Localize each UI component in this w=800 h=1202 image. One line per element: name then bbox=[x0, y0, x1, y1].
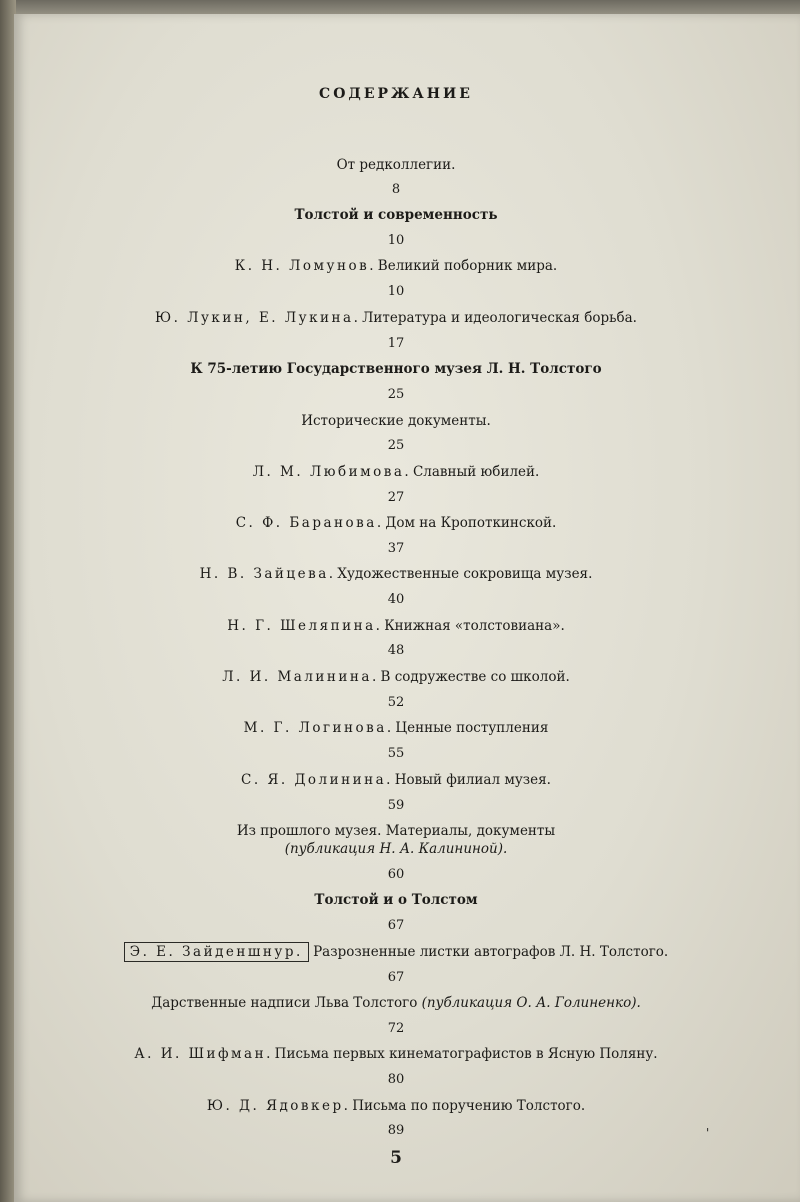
toc-entry: От редколлегии. bbox=[336, 157, 456, 173]
toc-page-number: 25 bbox=[387, 387, 405, 402]
toc-page-number: 25 bbox=[387, 438, 405, 453]
toc-entry: А. И. Шифман. Письма первых кинематографистов в Ясную Поляну. bbox=[134, 1046, 658, 1062]
author-name: К. Н. Ломунов bbox=[234, 258, 370, 274]
author-name-boxed: Э. Е. Зайденшнур. bbox=[124, 942, 309, 962]
author-name: Л. М. Любимова bbox=[252, 464, 405, 480]
section-heading: Толстой и о Толстом bbox=[314, 892, 478, 908]
toc-page-number: 67 bbox=[387, 918, 405, 933]
author-name: А. И. Шифман bbox=[134, 1046, 267, 1062]
author-name: С. Я. Долинина bbox=[241, 772, 387, 788]
toc-entry: Н. В. Зайцева. Художественные сокровища музея. bbox=[199, 566, 593, 582]
toc-entry: Ю. Д. Ядовкер. Письма по поручению Толстого. bbox=[206, 1098, 586, 1114]
toc-page-number: 17 bbox=[387, 336, 405, 351]
toc-page-number: 10 bbox=[387, 233, 405, 248]
toc-entry: Из прошлого музея. Материалы, документы bbox=[236, 823, 556, 839]
toc-page-number: 10 bbox=[387, 284, 405, 299]
toc-page-number: 72 bbox=[387, 1021, 405, 1036]
book-page bbox=[14, 14, 800, 1202]
toc-page-number: 80 bbox=[387, 1072, 405, 1087]
author-name: С. Ф. Баранова bbox=[235, 515, 377, 531]
toc-entry: Ю. Лукин, Е. Лукина. Литература и идеологическая борьба. bbox=[155, 310, 637, 326]
toc-entry: С. Я. Долинина. Новый филиал музея. bbox=[241, 772, 551, 788]
author-name: М. Г. Логинова bbox=[243, 720, 387, 736]
margin-mark: ' bbox=[706, 1126, 710, 1140]
toc-entry: М. Г. Логинова. Ценные поступления bbox=[243, 720, 549, 736]
toc-page-number: 59 bbox=[387, 798, 405, 813]
toc-page-number: 40 bbox=[387, 592, 405, 607]
toc-entry: Э. Е. Зайденшнур. Разрозненные листки автографов Л. Н. Толстого. bbox=[14, 943, 778, 961]
author-name: Н. В. Зайцева bbox=[199, 566, 329, 582]
toc-page-number: 37 bbox=[387, 541, 405, 556]
toc-page-number: 8 bbox=[391, 182, 401, 197]
toc-page-number: 55 bbox=[387, 746, 405, 761]
toc-page-number: 60 bbox=[387, 867, 405, 882]
author-name: Ю. Д. Ядовкер bbox=[206, 1098, 344, 1114]
toc-page-number: 27 bbox=[387, 490, 405, 505]
page-title: СОДЕРЖАНИЕ bbox=[319, 86, 473, 102]
toc-entry: Л. И. Малинина. В содружестве со школой. bbox=[222, 669, 570, 685]
toc-entry-note: (публикация Н. А. Калининой). bbox=[284, 841, 508, 857]
toc-page-number: 52 bbox=[387, 695, 405, 710]
toc-page-number: 89 bbox=[387, 1123, 405, 1138]
toc-page-number: 67 bbox=[387, 970, 405, 985]
toc-entry: Дарственные надписи Льва Толстого (публикация О. А. Голиненко). bbox=[151, 995, 641, 1011]
toc-entry: Л. М. Любимова. Славный юбилей. bbox=[252, 464, 540, 480]
author-name: Ю. Лукин, Е. Лукина bbox=[155, 310, 354, 326]
author-name: Н. Г. Шеляпина bbox=[227, 618, 376, 634]
toc-entry: Исторические документы. bbox=[301, 413, 491, 429]
author-name: Л. И. Малинина bbox=[222, 669, 372, 685]
toc-entry: Н. Г. Шеляпина. Книжная «толстовиана». bbox=[227, 618, 565, 634]
section-heading: К 75-летию Государственного музея Л. Н. Толстого bbox=[190, 361, 602, 377]
section-heading: Толстой и современность bbox=[294, 207, 498, 223]
toc-page-number: 48 bbox=[387, 643, 405, 658]
toc-entry: С. Ф. Баранова. Дом на Кропоткинской. bbox=[235, 515, 557, 531]
page-number: 5 bbox=[390, 1148, 402, 1168]
toc-entry: К. Н. Ломунов. Великий поборник мира. bbox=[234, 258, 558, 274]
